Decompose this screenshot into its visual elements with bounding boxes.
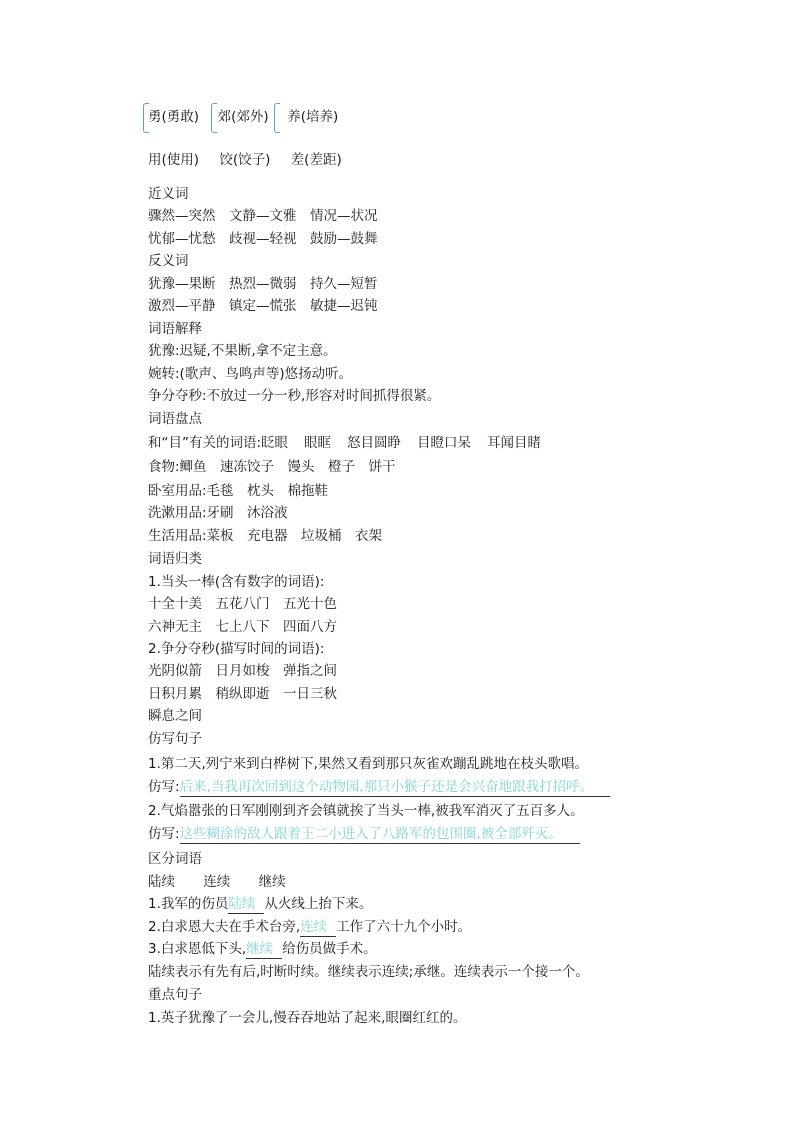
classify-line: 瞬息之间: [148, 708, 202, 724]
char-word: 饺(饺子): [219, 152, 271, 168]
char-word: 用(使用): [148, 152, 200, 168]
section-heading: 词语解释: [148, 321, 202, 337]
section-heading: 词语盘点: [148, 411, 202, 427]
eye-prefix: 和“目”有关的词语:: [148, 435, 262, 451]
section-heading: 区分词语: [148, 851, 202, 867]
inventory-line: 卧室用品:毛毯 枕头 棉拖鞋: [148, 483, 329, 499]
explain-line: 犹豫:迟疑,不果断,拿不定主意。: [148, 343, 337, 359]
classify-line: 1.当头一棒(含有数字的词语):: [148, 574, 325, 590]
classify-line: 日积月累 稍纵即逝 一日三秋: [148, 686, 337, 702]
inventory-line: 生活用品:菜板 充电器 垃圾桶 衣架: [148, 528, 383, 544]
explain-line: 争分夺秒:不放过一分一秒,形容对时间抓得很紧。: [148, 388, 441, 404]
example-sentence: 2.气焰嚣张的日军刚刚到齐会镇就挨了当头一棒,被我军消灭了五百多人。: [148, 803, 584, 819]
answer-text: 继续: [246, 941, 274, 957]
answer-text: 这些糊涂的敌人跟着王二小进入了八路军的包围圈,被全部歼灭。: [179, 826, 562, 842]
antonym-line: 犹豫—果断 热烈—微弱 持久—短暂: [148, 276, 378, 292]
answer-text: 陆续: [228, 896, 256, 912]
imitation-answer-line: [148, 824, 580, 844]
char-row-2: [148, 150, 342, 170]
section-heading: 反义词: [148, 253, 189, 269]
classify-line: 2.争分夺秒(描写时间的词语):: [148, 641, 325, 657]
explain-line: 婉转:(歌声、鸟鸣声等)悠扬动听。: [148, 366, 353, 382]
antonym-line: 激烈—平静 镇定—慌张 敏捷—迟钝: [148, 298, 378, 314]
inventory-line: 食物:鲫鱼 速冻饺子 馒头 橙子 饼干: [148, 459, 396, 475]
answer-label: 仿写:: [148, 779, 180, 795]
eye-word: 耳闻目睹: [487, 435, 542, 451]
eye-word: 眨眼: [261, 435, 289, 451]
word: 继续: [258, 874, 286, 890]
word: 连续: [203, 874, 231, 890]
section-heading: 词语归类: [148, 551, 202, 567]
imitation-answer-line: [148, 777, 610, 797]
distinguish-note: 陆续表示有先有后,时断时续。继续表示连续;承继。连续表示一个接一个。: [148, 964, 589, 980]
synonym-line: 忧郁—忧愁 歧视—轻视 鼓励—鼓舞: [148, 231, 378, 247]
eye-word: 怒目圆睁: [347, 435, 402, 451]
answer-label: 仿写:: [148, 826, 180, 842]
word: 陆续: [148, 874, 175, 890]
char-word: 养(培养): [287, 109, 339, 125]
section-heading: 重点句子: [148, 987, 202, 1003]
eye-words-line: [148, 433, 541, 453]
eye-word: 目瞪口呆: [417, 435, 472, 451]
distinguish-words: [148, 872, 286, 892]
answer-text: 连续: [300, 919, 328, 935]
key-sentence: 1.英子犹豫了一会儿,慢吞吞地站了起来,眼圈红红的。: [148, 1010, 467, 1026]
char-row-1: [148, 107, 338, 127]
distinguish-question: 1.我军的伤员陆续 从火线上抬下来。: [148, 896, 373, 912]
example-sentence: 1.第二天,列宁来到白桦树下,果然又看到那只灰雀欢蹦乱跳地在枝头歌唱。: [148, 756, 588, 772]
classify-line: 六神无主 七上八下 四面八方: [148, 619, 337, 635]
eye-word: 眼眶: [304, 435, 332, 451]
section-heading: 仿写句子: [148, 731, 202, 747]
distinguish-question: 2.白求恩大夫在手术台旁,连续 工作了六十九个小时。: [148, 919, 472, 935]
answer-text: 后来,当我再次回到这个动物园,那只小猴子还是会兴奋地跟我打招呼。: [179, 779, 594, 795]
classify-line: 光阴似箭 日月如梭 弹指之间: [148, 663, 337, 679]
section-heading: 近义词: [148, 186, 189, 202]
char-word: 勇(勇敢): [148, 109, 200, 125]
synonym-line: 骤然—突然 文静—文雅 情况—状况: [148, 208, 378, 224]
classify-line: 十全十美 五花八门 五光十色: [148, 596, 337, 612]
distinguish-question: 3.白求恩低下头,继续 给伤员做手术。: [148, 941, 377, 957]
char-word: 差(差距): [290, 152, 342, 168]
char-word: 郊(郊外): [217, 109, 269, 125]
inventory-line: 洗漱用品:牙刷 沐浴液: [148, 505, 288, 521]
